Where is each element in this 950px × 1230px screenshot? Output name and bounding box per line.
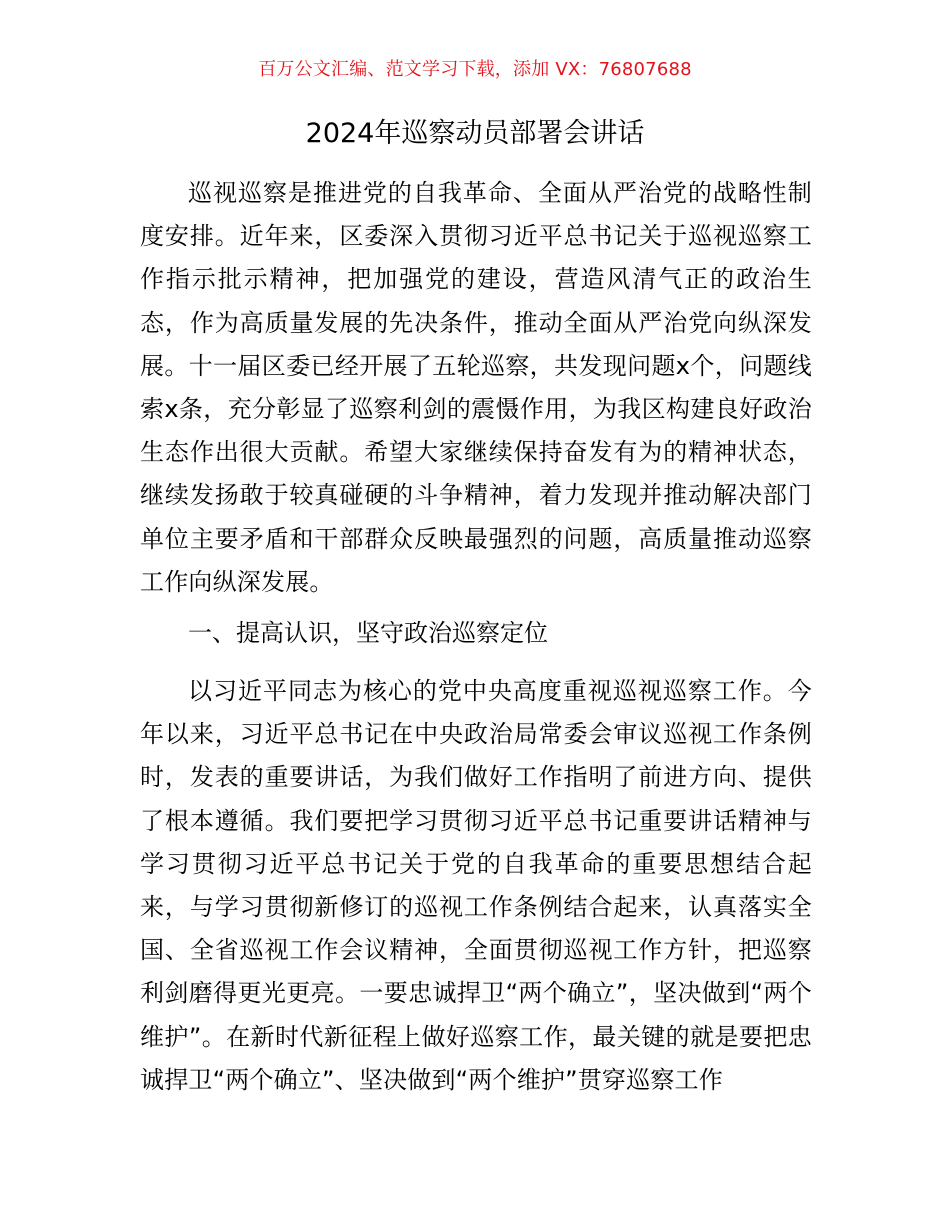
watermark-banner: 百万公文汇编、范文学习下载，添加 VX：76807688 bbox=[258, 59, 692, 80]
section-body bbox=[140, 670, 812, 1102]
section-paragraph: 以习近平同志为核心的党中央高度重视巡视巡察工作。今年以来，习近平总书记在中央政治局常委会审议巡视工作条例时，发表的重要讲话，为我们做好工作指明了前进方向、提供了根本遵循。我们要把学习贯彻习近平总书记重要讲话精神与学习贯彻习近平总书记关于党的自我革命的重要思想结合起来，与学习贯彻新修订的巡视工作条例结合起来，认真落实全国、全省巡视工作会议精神，全面贯彻巡视工作方针，把巡察利剑磨得更光更亮。一要忠诚捍卫“两个确立”，坚决做到“两个维护”。在新时代新征程上做好巡察工作，最关键的就是要把忠诚捍卫“两个确立”、坚决做到“两个维护”贯穿巡察工作 bbox=[140, 677, 812, 1094]
intro-paragraph: 巡视巡察是推进党的自我革命、全面从严治党的战略性制度安排。近年来，区委深入贯彻习近平总书记关于巡视巡察工作指示批示精神，把加强党的建设，营造风清气正的政治生态，作为高质量发展的先决条件，推动全面从严治党向纵深发展。十一届区委已经开展了五轮巡察，共发现问题x个，问题线索x条，充分彰显了巡察利剑的震慑作用，为我区构建良好政治生态作出很大贡献。希望大家继续保持奋发有为的精神状态，继续发扬敢于较真碰硬的斗争精神，着力发现并推动解决部门单位主要矛盾和干部群众反映最强烈的问题，高质量推动巡察工作向纵深发展。 bbox=[140, 179, 812, 596]
intro-section bbox=[140, 172, 812, 604]
document-title: 2024年巡察动员部署会讲话 bbox=[305, 118, 645, 149]
section-heading: 一、提高认识，坚守政治巡察定位 bbox=[188, 619, 548, 647]
